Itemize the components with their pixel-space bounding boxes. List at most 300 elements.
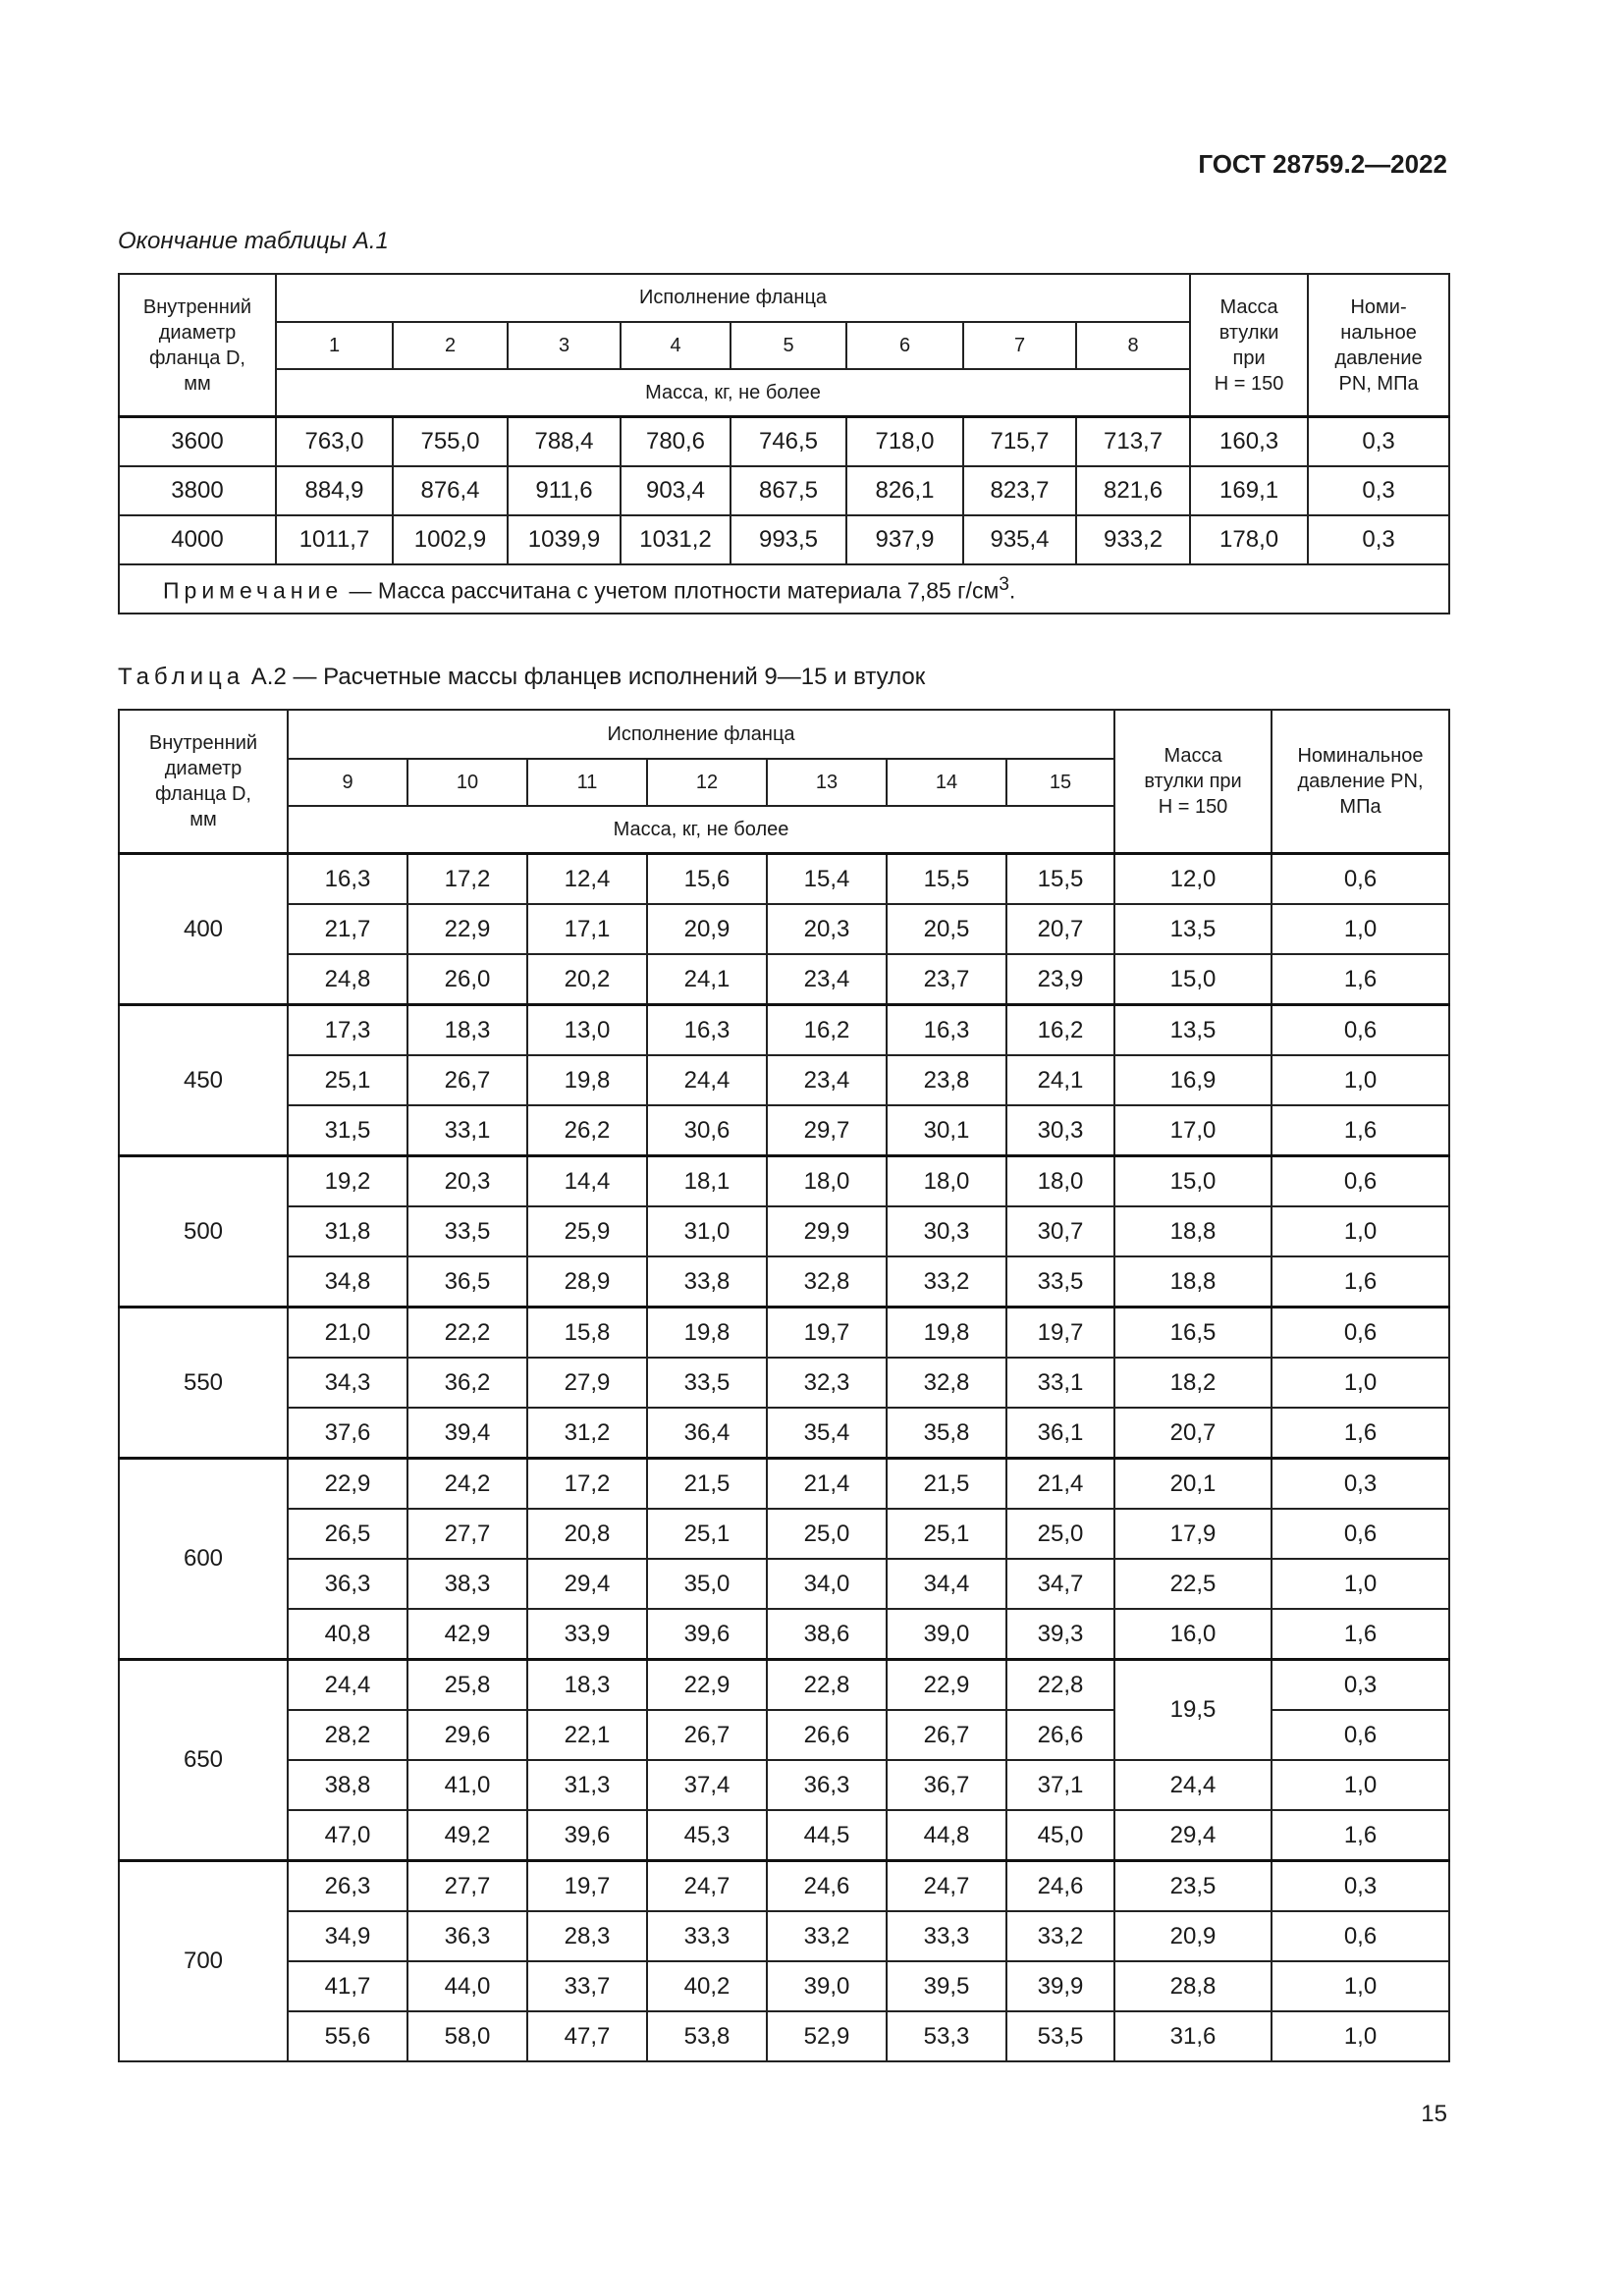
table-cell: 935,4 [963,515,1076,564]
table-cell: 24,4 [647,1055,767,1105]
table-cell: 30,3 [887,1206,1006,1256]
table-cell: 15,0 [1114,1156,1272,1207]
table-cell: 49,2 [407,1810,527,1861]
header-mass-unit: Масса, кг, не более [288,806,1114,854]
table-cell: 29,9 [767,1206,887,1256]
table-cell: 1,6 [1272,1810,1449,1861]
column-header: 3 [508,322,621,370]
table-a1 [118,273,1450,614]
table-cell: 33,5 [647,1358,767,1408]
table-row [119,1760,1449,1810]
table-cell: 1,6 [1272,1408,1449,1459]
table-cell: 21,0 [288,1308,407,1359]
table-cell: 23,7 [887,954,1006,1005]
table-cell: 20,1 [1114,1459,1272,1510]
table-cell: 0,3 [1272,1660,1449,1711]
table-cell: 34,4 [887,1559,1006,1609]
table-cell: 18,3 [527,1660,647,1711]
table-row [119,2011,1449,2061]
table-cell: 19,7 [527,1861,647,1912]
table-cell: 26,6 [1006,1710,1114,1760]
column-header: 1 [276,322,393,370]
table-cell: 1,6 [1272,1105,1449,1156]
table-row [119,1509,1449,1559]
table-cell: 15,5 [887,854,1006,905]
table-cell: 31,0 [647,1206,767,1256]
table-cell: 38,8 [288,1760,407,1810]
table-cell: 24,2 [407,1459,527,1510]
table-cell: 713,7 [1076,417,1190,467]
table-cell: 24,8 [288,954,407,1005]
table-cell: 21,4 [1006,1459,1114,1510]
table-cell: 20,3 [767,904,887,954]
table-cell: 26,3 [288,1861,407,1912]
table-cell: 24,7 [647,1861,767,1912]
table-cell: 788,4 [508,417,621,467]
table-cell: 39,3 [1006,1609,1114,1660]
table-cell: 23,4 [767,1055,887,1105]
table-cell: 32,8 [767,1256,887,1308]
table-cell: 0,3 [1308,515,1449,564]
table-cell: 718,0 [846,417,963,467]
table-a2 [118,709,1450,2062]
table-cell: 18,0 [887,1156,1006,1207]
table-cell: 41,7 [288,1961,407,2011]
table-cell: 38,6 [767,1609,887,1660]
table-cell: 1011,7 [276,515,393,564]
table-cell: 22,9 [647,1660,767,1711]
table-cell: 23,9 [1006,954,1114,1005]
table-cell: 36,3 [767,1760,887,1810]
table-cell: 24,6 [1006,1861,1114,1912]
table-cell: 39,0 [767,1961,887,2011]
table-cell: 22,9 [288,1459,407,1510]
table-row [119,466,1449,515]
table-cell: 44,5 [767,1810,887,1861]
table-cell: 34,0 [767,1559,887,1609]
table-cell: 37,4 [647,1760,767,1810]
table-cell: 12,0 [1114,854,1272,905]
table-cell: 21,5 [887,1459,1006,1510]
table-cell: 40,2 [647,1961,767,2011]
table-cell: 22,8 [767,1660,887,1711]
table-cell: 24,4 [288,1660,407,1711]
table-cell: 27,9 [527,1358,647,1408]
table-cell: 1,0 [1272,1760,1449,1810]
table-cell: 31,5 [288,1105,407,1156]
table-row [119,1911,1449,1961]
table-cell: 44,8 [887,1810,1006,1861]
table-cell: 178,0 [1190,515,1308,564]
header-inner-diameter: Внутренний диаметр фланца D, мм [119,710,288,854]
table-cell: 37,6 [288,1408,407,1459]
page-number: 15 [1421,2101,1447,2127]
table1-caption: Окончание таблицы А.1 [118,228,389,254]
inner-diameter-cell: 4000 [119,515,276,564]
table-row [119,515,1449,564]
table-cell: 33,2 [887,1256,1006,1308]
table-cell: 22,1 [527,1710,647,1760]
table-note: Примечание — Масса рассчитана с учетом плотности материала 7,85 $г/см^3$. [119,564,1449,614]
table-cell: 160,3 [1190,417,1308,467]
table-cell: 0,6 [1272,1308,1449,1359]
table-row [119,1660,1449,1711]
table-cell: 0,6 [1272,854,1449,905]
table-cell: 18,0 [1006,1156,1114,1207]
table-row [119,854,1449,905]
table-cell: 36,3 [288,1559,407,1609]
inner-diameter-cell: 3600 [119,417,276,467]
header-bushing-mass: Масса втулки при H = 150 [1190,274,1308,417]
document-code: ГОСТ 28759.2—2022 [1198,149,1447,179]
table-cell: 25,9 [527,1206,647,1256]
table-cell: 53,3 [887,2011,1006,2061]
table-cell: 0,6 [1272,1710,1449,1760]
table-cell: 19,8 [527,1055,647,1105]
inner-diameter-cell: 550 [119,1308,288,1459]
table-row [119,417,1449,467]
table-cell: 23,4 [767,954,887,1005]
table-cell: 12,4 [527,854,647,905]
table-cell: 911,6 [508,466,621,515]
table-cell: 29,4 [1114,1810,1272,1861]
column-header: 2 [393,322,508,370]
table-cell: 18,1 [647,1156,767,1207]
table-cell: 33,3 [887,1911,1006,1961]
table-cell: 39,5 [887,1961,1006,2011]
table-cell: 33,2 [1006,1911,1114,1961]
table-cell: 33,9 [527,1609,647,1660]
table-cell: 26,7 [647,1710,767,1760]
table-row [119,1559,1449,1609]
table-cell: 29,6 [407,1710,527,1760]
table-cell: 39,6 [527,1810,647,1861]
table-cell: 25,0 [767,1509,887,1559]
table-cell: 13,5 [1114,904,1272,954]
table-cell: 0,3 [1272,1459,1449,1510]
table-cell: 876,4 [393,466,508,515]
table-cell: 15,4 [767,854,887,905]
table-cell: 53,5 [1006,2011,1114,2061]
table-row [119,1105,1449,1156]
table-cell: 20,8 [527,1509,647,1559]
table-cell: 45,3 [647,1810,767,1861]
table-cell: 52,9 [767,2011,887,2061]
table-cell: 27,7 [407,1861,527,1912]
table-cell: 15,5 [1006,854,1114,905]
table-cell: 26,2 [527,1105,647,1156]
table-cell: 1,0 [1272,1055,1449,1105]
table-row [119,1861,1449,1912]
table-cell: 1002,9 [393,515,508,564]
table-cell: 29,4 [527,1559,647,1609]
table-row [119,1005,1449,1056]
table-cell: 780,6 [621,417,731,467]
table-cell: 38,3 [407,1559,527,1609]
table-cell: 34,3 [288,1358,407,1408]
table-cell: 24,6 [767,1861,887,1912]
table-cell: 15,6 [647,854,767,905]
table-cell: 22,9 [887,1660,1006,1711]
table-cell: 29,7 [767,1105,887,1156]
table-cell: 45,0 [1006,1810,1114,1861]
table-cell: 1,0 [1272,904,1449,954]
table-cell: 21,5 [647,1459,767,1510]
table-cell: 1,6 [1272,954,1449,1005]
header-mass-unit: Масса, кг, не более [276,369,1190,416]
header-flange-version: Исполнение фланца [276,274,1190,322]
table-cell: 15,0 [1114,954,1272,1005]
table-row [119,1055,1449,1105]
table-cell: 0,6 [1272,1509,1449,1559]
table-cell: 0,6 [1272,1156,1449,1207]
column-header: 9 [288,759,407,806]
column-header: 6 [846,322,963,370]
table2-caption: Таблица А.2 — Расчетные массы фланцев исполнений 9—15 и втулок [118,664,926,690]
table-cell: 24,7 [887,1861,1006,1912]
table-cell: 169,1 [1190,466,1308,515]
table-cell: 16,5 [1114,1308,1272,1359]
column-header: 5 [731,322,846,370]
table-cell: 22,8 [1006,1660,1114,1711]
table-cell: 17,0 [1114,1105,1272,1156]
table-cell: 24,4 [1114,1760,1272,1810]
table-row [119,904,1449,954]
table-row [119,1810,1449,1861]
table-cell: 30,6 [647,1105,767,1156]
table-cell: 36,3 [407,1911,527,1961]
table-cell: 21,7 [288,904,407,954]
table-cell: 25,0 [1006,1509,1114,1559]
table-row [119,1156,1449,1207]
inner-diameter-cell: 600 [119,1459,288,1660]
table-cell: 23,8 [887,1055,1006,1105]
table-cell: 17,2 [407,854,527,905]
table-cell: 0,3 [1272,1861,1449,1912]
table-cell: 27,7 [407,1509,527,1559]
table-cell: 1,0 [1272,2011,1449,2061]
table-cell: 903,4 [621,466,731,515]
table-cell: 1,0 [1272,1559,1449,1609]
table-cell: 13,5 [1114,1005,1272,1056]
table-cell: 937,9 [846,515,963,564]
table-cell: 36,1 [1006,1408,1114,1459]
table-cell: 17,2 [527,1459,647,1510]
table-row [119,1358,1449,1408]
table-cell: 993,5 [731,515,846,564]
table-cell: 20,9 [1114,1911,1272,1961]
table-cell: 36,2 [407,1358,527,1408]
table-cell: 715,7 [963,417,1076,467]
column-header: 12 [647,759,767,806]
table-cell: 19,2 [288,1156,407,1207]
table-cell: 755,0 [393,417,508,467]
table-cell: 823,7 [963,466,1076,515]
table-cell: 36,5 [407,1256,527,1308]
column-header: 11 [527,759,647,806]
table-cell: 16,3 [288,854,407,905]
table-cell: 31,8 [288,1206,407,1256]
inner-diameter-cell: 3800 [119,466,276,515]
table-cell: 35,0 [647,1559,767,1609]
table-cell: 1,6 [1272,1256,1449,1308]
inner-diameter-cell: 650 [119,1660,288,1861]
table-cell: 826,1 [846,466,963,515]
table-cell: 933,2 [1076,515,1190,564]
table-cell: 30,1 [887,1105,1006,1156]
table-cell: 23,5 [1114,1861,1272,1912]
table-cell: 21,4 [767,1459,887,1510]
table-cell: 30,7 [1006,1206,1114,1256]
column-header: 7 [963,322,1076,370]
table-cell: 0,6 [1272,1005,1449,1056]
header-inner-diameter: Внутренний диаметр фланца D, мм [119,274,276,417]
table-cell: 24,1 [1006,1055,1114,1105]
table-cell: 34,7 [1006,1559,1114,1609]
table-cell: 33,1 [407,1105,527,1156]
table-cell: 35,8 [887,1408,1006,1459]
column-header: 13 [767,759,887,806]
table-cell: 26,5 [288,1509,407,1559]
table-cell: 34,9 [288,1911,407,1961]
table-cell: 17,9 [1114,1509,1272,1559]
table-cell: 13,0 [527,1005,647,1056]
table-cell: 58,0 [407,2011,527,2061]
table-cell: 42,9 [407,1609,527,1660]
table-cell: 39,4 [407,1408,527,1459]
table-cell: 19,7 [1006,1308,1114,1359]
table-cell: 31,2 [527,1408,647,1459]
table-cell: 25,1 [647,1509,767,1559]
table-cell: 33,2 [767,1911,887,1961]
table-cell: 22,2 [407,1308,527,1359]
inner-diameter-cell: 400 [119,854,288,1005]
table-row [119,1459,1449,1510]
table-cell: 33,5 [407,1206,527,1256]
table-cell: 18,3 [407,1005,527,1056]
table-cell: 20,7 [1006,904,1114,954]
table-cell: 47,0 [288,1810,407,1861]
table-cell: 26,0 [407,954,527,1005]
table-cell: 33,7 [527,1961,647,2011]
table-cell: 867,5 [731,466,846,515]
table-row [119,1609,1449,1660]
table-cell: 18,2 [1114,1358,1272,1408]
table-row [119,1256,1449,1308]
table-cell: 19,7 [767,1308,887,1359]
table-cell: 19,8 [887,1308,1006,1359]
table-cell: 22,5 [1114,1559,1272,1609]
table-cell: 33,3 [647,1911,767,1961]
table-row [119,1408,1449,1459]
table-cell: 25,1 [288,1055,407,1105]
table-cell: 31,3 [527,1760,647,1810]
table-cell: 20,3 [407,1156,527,1207]
column-header: 4 [621,322,731,370]
table-cell: 28,9 [527,1256,647,1308]
table-cell: 19,5 [1114,1660,1272,1761]
table-cell: 17,3 [288,1005,407,1056]
table-cell: 36,7 [887,1760,1006,1810]
table-cell: 33,8 [647,1256,767,1308]
table-cell: 1,6 [1272,1609,1449,1660]
table-cell: 44,0 [407,1961,527,2011]
header-flange-version: Исполнение фланца [288,710,1114,759]
table-cell: 31,6 [1114,2011,1272,2061]
table-cell: 19,8 [647,1308,767,1359]
table-cell: 32,3 [767,1358,887,1408]
table-cell: 884,9 [276,466,393,515]
table-row [119,1206,1449,1256]
table-cell: 39,0 [887,1609,1006,1660]
table-cell: 22,9 [407,904,527,954]
table-cell: 30,3 [1006,1105,1114,1156]
table-cell: 0,3 [1308,466,1449,515]
table-cell: 1031,2 [621,515,731,564]
table-cell: 746,5 [731,417,846,467]
table-cell: 24,1 [647,954,767,1005]
table-cell: 821,6 [1076,466,1190,515]
header-nominal-pressure: Номинальное давление PN, МПа [1272,710,1449,854]
table-cell: 28,3 [527,1911,647,1961]
table-cell: 1,0 [1272,1961,1449,2011]
table-cell: 28,2 [288,1710,407,1760]
table-cell: 16,3 [887,1005,1006,1056]
table-cell: 763,0 [276,417,393,467]
table-cell: 55,6 [288,2011,407,2061]
table-cell: 33,1 [1006,1358,1114,1408]
table-cell: 18,8 [1114,1256,1272,1308]
table-cell: 41,0 [407,1760,527,1810]
table-cell: 1,0 [1272,1358,1449,1408]
table-cell: 34,8 [288,1256,407,1308]
table-cell: 1,0 [1272,1206,1449,1256]
table-cell: 20,9 [647,904,767,954]
table-row [119,1961,1449,2011]
table-cell: 53,8 [647,2011,767,2061]
table-cell: 18,8 [1114,1206,1272,1256]
table-cell: 16,0 [1114,1609,1272,1660]
table-cell: 39,9 [1006,1961,1114,2011]
table-cell: 47,7 [527,2011,647,2061]
header-bushing-mass: Масса втулки при H = 150 [1114,710,1272,854]
table-cell: 0,3 [1308,417,1449,467]
table-cell: 15,8 [527,1308,647,1359]
table-cell: 16,2 [1006,1005,1114,1056]
inner-diameter-cell: 450 [119,1005,288,1156]
table-cell: 25,8 [407,1660,527,1711]
column-header: 8 [1076,322,1190,370]
table-cell: 28,8 [1114,1961,1272,2011]
table-row [119,1308,1449,1359]
table-cell: 16,9 [1114,1055,1272,1105]
table-cell: 0,6 [1272,1911,1449,1961]
table-cell: 39,6 [647,1609,767,1660]
table-cell: 16,2 [767,1005,887,1056]
table-cell: 33,5 [1006,1256,1114,1308]
table-cell: 17,1 [527,904,647,954]
header-nominal-pressure: Номи- нальное давление PN, МПа [1308,274,1449,417]
table-cell: 14,4 [527,1156,647,1207]
table-cell: 32,8 [887,1358,1006,1408]
table-cell: 37,1 [1006,1760,1114,1810]
column-header: 14 [887,759,1006,806]
table-row [119,954,1449,1005]
table-cell: 18,0 [767,1156,887,1207]
column-header: 15 [1006,759,1114,806]
column-header: 10 [407,759,527,806]
table-cell: 35,4 [767,1408,887,1459]
